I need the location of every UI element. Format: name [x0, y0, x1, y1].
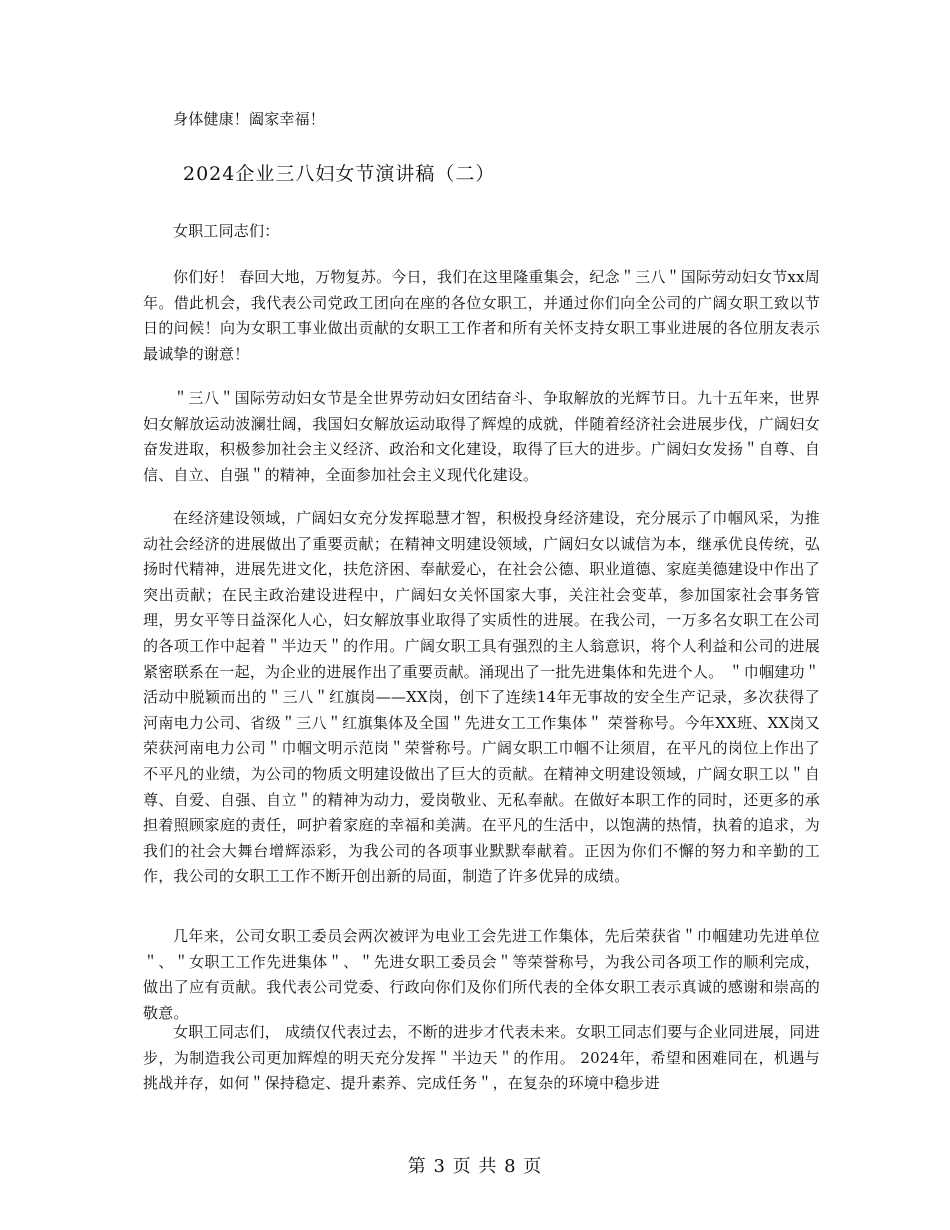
opening-line: 身体健康！阖家幸福！ — [173, 110, 326, 128]
paragraph: 女职工同志们， 成绩仅代表过去，不断的进步才代表未来。女职工同志们要与企业同进展，同进步，为制造我公司更加辉煌的明天充分发挥＂半边天＂的作用。 2024年，希望和困难同在，机遇与挑战并存，如何＂保持稳定、提升素养、完成任务＂，在复杂的环境中稳步进 — [143, 1023, 820, 1093]
paragraph: 你们好！ 春回大地，万物复苏。今日，我们在这里隆重集会，纪念＂三八＂国际劳动妇女节xx周年。借此机会，我代表公司党政工团向在座的各位女职工，并通过你们向全公司的广阔女职工致以节日的问候！向为女职工事业做出贡献的女职工工作者和所有关怀支持女职工事业进展的各位朋友表示最诚挚的谢意！ — [143, 268, 820, 363]
paragraph: 几年来，公司女职工委员会两次被评为电业工会先进工作集体，先后荣获省＂巾帼建功先进单位＂、＂女职工工作先进集体＂、＂先进女职工委员会＂等荣誉称号，为我公司各项工作的顺利完成，做出了应有贡献。我代表公司党委、行政向你们及你们所代表的全体女职工表示真诚的感谢和崇高的敬意。 — [143, 927, 820, 1022]
paragraph: 在经济建设领域，广阔妇女充分发挥聪慧才智，积极投身经济建设，充分展示了巾帼风采，为推动社会经济的进展做出了重要贡献；在精神文明建设领域，广阔妇女以诚信为本，继承优良传统，弘扬时代精神，进展先进文化，扶危济困、奉献爱心，在社会公德、职业道德、家庭美德建设中作出了突出贡献；在民主政治建设进程中，广阔妇女关怀国家大事，关注社会变革，参加国家社会事务管理，男女平等日益深化人心，妇女解放事业取得了实质性的进展。在我公司，一万多名女职工在公司的各项工作中起着＂半边天＂的作用。广阔女职工具有强烈的主人翁意识，将个人利益和公司的进展紧密联系在一起，为企业的进展作出了重要贡献。涌现出了一批先进集体和先进个人。 ＂巾帼建功＂活动中脱颖而出的＂三八＂红旗岗——XX岗，创下了连续14年无事故的安全生产记录，多次获得了河南电力公司、省级＂三八＂红旗集体及全国＂先进女工工作集体＂ 荣誉称号。今年XX班、XX岗又荣获河南电力公司＂巾帼文明示范岗＂荣誉称号。广阔女职工巾帼不让须眉，在平凡的岗位上作出了不平凡的业绩，为公司的物质文明建设做出了巨大的贡献。在精神文明建设领域，广阔女职工以＂自尊、自爱、自强、自立＂的精神为动力，爱岗敬业、无私奉献。在做好本职工作的同时，还更多的承担着照顾家庭的责任，呵护着家庭的幸福和美满。在平凡的生活中，以饱满的热情，执着的追求，为我们的社会大舞台增辉添彩，为我公司的各项事业默默奉献着。正因为你们不懈的努力和辛勤的工作，我公司的女职工工作不断开创出新的局面，制造了许多优异的成绩。 — [143, 509, 820, 886]
page-footer: 第 3 页 共 8 页 — [407, 1156, 543, 1177]
paragraph: ＂三八＂国际劳动妇女节是全世界劳动妇女团结奋斗、争取解放的光辉节日。九十五年来，世界妇女解放运动波澜壮阔，我国妇女解放运动取得了辉煌的成就，伴随着经济社会进展步伐，广阔妇女奋发进取，积极参加社会主义经济、政治和文化建设，取得了巨大的进步。广阔妇女发扬＂自尊、自信、自立、自强＂的精神，全面参加社会主义现代化建设。 — [143, 389, 820, 484]
salutation: 女职工同志们： — [173, 222, 280, 240]
page-title: 2024企业三八妇女节演讲稿（二） — [183, 163, 496, 185]
